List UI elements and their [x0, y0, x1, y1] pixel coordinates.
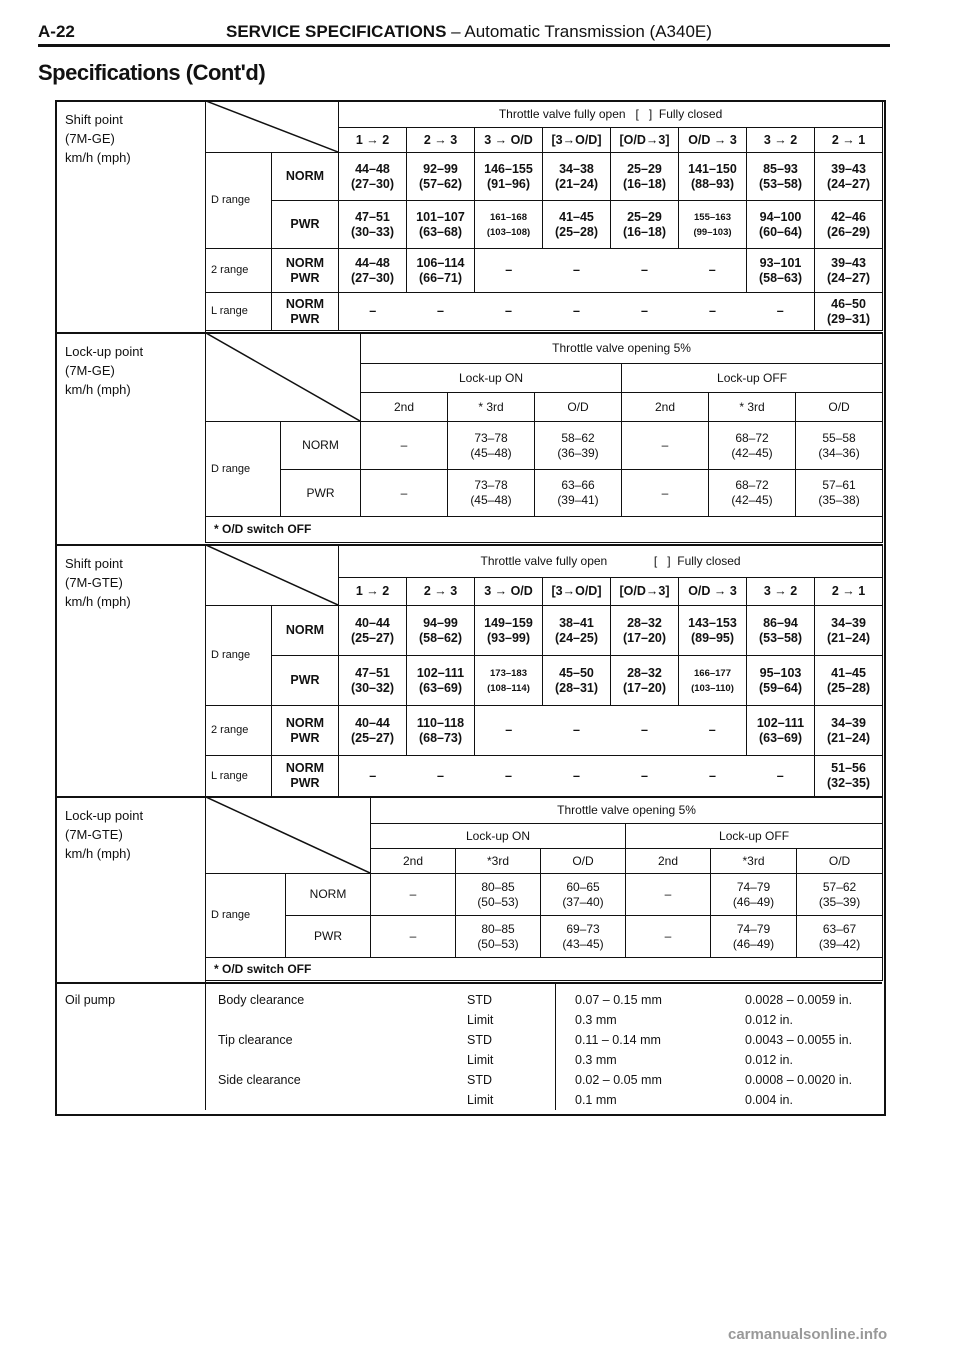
table-cell: – [543, 756, 611, 797]
table-cell: – [407, 756, 475, 797]
col-header: 2 → 1 [815, 578, 883, 606]
table-row [206, 706, 883, 756]
lockup-7mge-section [55, 332, 882, 546]
table-cell: 86–94 (53–58) [747, 606, 815, 656]
lockup-off-header: Lock-up OFF [622, 364, 883, 393]
table-cell: 73–78 (45–48) [448, 422, 535, 470]
table-cell: – [339, 293, 407, 331]
table-cell: – [475, 756, 543, 797]
table-cell: 110–118 (68–73) [407, 706, 475, 756]
table-cell: 28–32 (17–20) [611, 656, 679, 706]
table-cell: – [611, 249, 679, 293]
mode-label: NORM [272, 153, 339, 201]
table-cell: – [747, 756, 815, 797]
table-row [206, 293, 883, 331]
table-cell: – [611, 706, 679, 756]
col-header: *3rd [711, 849, 797, 874]
col-header: [3→O/D] [543, 578, 611, 606]
table-cell: 57–61 (35–38) [796, 470, 883, 517]
mode-label: PWR [286, 916, 371, 958]
footnote: * O/D switch OFF [206, 517, 883, 543]
section-heading: Specifications (Cont'd) [38, 60, 266, 85]
table-cell: 41–45 (25–28) [543, 201, 611, 249]
col-header: 2 → 1 [815, 128, 883, 153]
table-cell: 40–44 (25–27) [339, 606, 407, 656]
table-cell: 60–65 (37–40) [541, 874, 626, 916]
table-row [206, 606, 883, 656]
table-row [206, 470, 883, 517]
table-cell: – [626, 916, 711, 958]
table-cell: – [543, 249, 611, 293]
table-cell: – [371, 874, 456, 916]
lockup-off-header: Lock-up OFF [626, 824, 883, 849]
table-cell: 95–103 (59–64) [747, 656, 815, 706]
table-cell: 40–44 (25–27) [339, 706, 407, 756]
table-cell: 93–101 (58–63) [747, 249, 815, 293]
col-header: 2nd [361, 393, 448, 422]
table-cell: 63–67 (39–42) [797, 916, 883, 958]
table-cell: – [622, 470, 709, 517]
col-header: O/D [541, 849, 626, 874]
clearance-items: Body clearance Tip clearance Side clearance [218, 993, 305, 1087]
table-cell: 69–73 (43–45) [541, 916, 626, 958]
range-label: L range [206, 756, 272, 797]
mm-values: 0.07 – 0.15 mm 0.3 mm 0.11 – 0.14 mm 0.3 mm 0.02 – 0.05 mm 0.1 mm [575, 993, 662, 1107]
table-cell: 68–72 (42–45) [709, 422, 796, 470]
table-cell: 74–79 (46–49) [711, 874, 797, 916]
table-cell: 166–177 (103–110) [679, 656, 747, 706]
col-header: 3 → 2 [747, 128, 815, 153]
range-label: 2 range [206, 706, 272, 756]
table-cell: 51–56 (32–35) [815, 756, 883, 797]
col-header: O/D [797, 849, 883, 874]
table-row [206, 916, 883, 958]
caption: Throttle valve fully open [ ] Fully closed [339, 545, 883, 578]
table-cell: 92–99 (57–62) [407, 153, 475, 201]
table-row [206, 249, 883, 293]
table-cell: – [611, 756, 679, 797]
col-header: O/D [535, 393, 622, 422]
section-label: Lock-up point (7M-GE) km/h (mph) [65, 344, 144, 397]
col-header: O/D → 3 [679, 128, 747, 153]
table-row [206, 201, 883, 249]
table-cell: 80–85 (50–53) [456, 874, 541, 916]
table-cell: 44–48 (27–30) [339, 249, 407, 293]
table-cell: 94–100 (60–64) [747, 201, 815, 249]
title-main: SERVICE SPECIFICATIONS [226, 22, 447, 41]
col-header: 2 → 3 [407, 128, 475, 153]
table-cell: 34–39 (21–24) [815, 606, 883, 656]
table-cell: 94–99 (58–62) [407, 606, 475, 656]
table-cell: – [475, 293, 543, 331]
table-cell: 34–39 (21–24) [815, 706, 883, 756]
col-header: 2 → 3 [407, 578, 475, 606]
col-header: 3 → O/D [475, 578, 543, 606]
mode-label: NORM PWR [272, 706, 339, 756]
table-cell: – [407, 293, 475, 331]
corner-diagonal [206, 797, 371, 874]
table-cell: – [679, 756, 747, 797]
table-cell: – [679, 293, 747, 331]
table-cell: 47–51 (30–32) [339, 656, 407, 706]
page-header [38, 22, 890, 47]
table-cell: 41–45 (25–28) [815, 656, 883, 706]
table-cell: 47–51 (30–33) [339, 201, 407, 249]
corner-diagonal [206, 333, 361, 422]
col-header: [O/D→3] [611, 128, 679, 153]
footnote: * O/D switch OFF [206, 958, 883, 981]
table-cell: 57–62 (35–39) [797, 874, 883, 916]
section-label: Oil pump [65, 993, 116, 1007]
range-label: D range [206, 422, 281, 517]
range-label: D range [206, 874, 286, 958]
col-header: O/D → 3 [679, 578, 747, 606]
col-header: [3→O/D] [543, 128, 611, 153]
corner-diagonal [206, 101, 339, 153]
col-header: 3 → O/D [475, 128, 543, 153]
shift-7mge-table [205, 100, 883, 331]
table-cell: 38–41 (24–25) [543, 606, 611, 656]
mode-label: NORM PWR [272, 249, 339, 293]
table-row [206, 153, 883, 201]
mode-label: NORM [286, 874, 371, 916]
table-cell: 102–111 (63–69) [407, 656, 475, 706]
table-cell: 25–29 (16–18) [611, 201, 679, 249]
lockup-7mge-table [205, 332, 883, 543]
page-number: A-22 [38, 22, 75, 41]
table-cell: 102–111 (63–69) [747, 706, 815, 756]
table-cell: 106–114 (66–71) [407, 249, 475, 293]
col-header: * 3rd [709, 393, 796, 422]
table-cell: 146–155 (91–96) [475, 153, 543, 201]
table-cell: 143–153 (89–95) [679, 606, 747, 656]
table-cell: 42–46 (26–29) [815, 201, 883, 249]
mode-label: PWR [272, 656, 339, 706]
col-header: 3 → 2 [747, 578, 815, 606]
table-cell: 85–93 (53–58) [747, 153, 815, 201]
mode-label: PWR [272, 201, 339, 249]
col-header: * 3rd [448, 393, 535, 422]
caption: Throttle valve opening 5% [371, 797, 883, 824]
mode-label: NORM [281, 422, 361, 470]
table-cell: 55–58 (34–36) [796, 422, 883, 470]
table-row [206, 756, 883, 797]
table-cell: 39–43 (24–27) [815, 249, 883, 293]
range-label: D range [206, 153, 272, 249]
table-cell: – [747, 293, 815, 331]
mode-label: PWR [281, 470, 361, 517]
table-cell: – [622, 422, 709, 470]
inch-values: 0.0028 – 0.0059 in. 0.012 in. 0.0043 – 0.0055 in. 0.012 in. 0.0008 – 0.0020 in. 0.004 in. [745, 993, 853, 1107]
table-cell: 173–183 (108–114) [475, 656, 543, 706]
std-limit-column: STD Limit STD Limit STD Limit [467, 993, 494, 1107]
table-cell: 39–43 (24–27) [815, 153, 883, 201]
oil-pump-section [55, 982, 882, 1110]
mode-label: NORM PWR [272, 293, 339, 331]
col-header: 2nd [371, 849, 456, 874]
table-row [206, 422, 883, 470]
table-cell: 101–107 (63–68) [407, 201, 475, 249]
range-label: 2 range [206, 249, 272, 293]
col-header: 2nd [626, 849, 711, 874]
shift-7mgte-section [55, 544, 882, 798]
mode-label: NORM [272, 606, 339, 656]
divider [555, 982, 556, 1110]
table-cell: – [679, 249, 747, 293]
table-cell: 161–168 (103–108) [475, 201, 543, 249]
table-cell: 58–62 (36–39) [535, 422, 622, 470]
section-label: Shift point (7M-GTE) km/h (mph) [65, 556, 131, 609]
table-cell: – [611, 293, 679, 331]
table-cell: 45–50 (28–31) [543, 656, 611, 706]
page-title [226, 22, 712, 42]
col-header: O/D [796, 393, 883, 422]
caption: Throttle valve opening 5% [361, 333, 883, 364]
corner-diagonal [206, 545, 339, 606]
divider [205, 982, 206, 1110]
watermark: carmanualsonline.info [728, 1326, 888, 1343]
table-row [206, 874, 883, 916]
table-cell: 25–29 (16–18) [611, 153, 679, 201]
col-header: *3rd [456, 849, 541, 874]
section-label: Lock-up point (7M-GTE) km/h (mph) [65, 808, 144, 861]
table-cell: 28–32 (17–20) [611, 606, 679, 656]
table-cell: 44–48 (27–30) [339, 153, 407, 201]
table-row [206, 656, 883, 706]
table-cell: – [475, 249, 543, 293]
table-cell: 46–50 (29–31) [815, 293, 883, 331]
lockup-7mgte-table [205, 796, 883, 981]
col-header: 2nd [622, 393, 709, 422]
table-cell: 73–78 (45–48) [448, 470, 535, 517]
col-header: [O/D→3] [611, 578, 679, 606]
lockup-on-header: Lock-up ON [361, 364, 622, 393]
range-label: D range [206, 606, 272, 706]
col-header: 1 → 2 [339, 128, 407, 153]
table-cell: 141–150 (88–93) [679, 153, 747, 201]
table-cell: – [543, 293, 611, 331]
table-cell: 155–163 (99–103) [679, 201, 747, 249]
table-cell: – [371, 916, 456, 958]
table-cell: 68–72 (42–45) [709, 470, 796, 517]
shift-7mge-section [55, 100, 882, 334]
table-cell: 34–38 (21–24) [543, 153, 611, 201]
table-cell: 63–66 (39–41) [535, 470, 622, 517]
section-label: Shift point (7M-GE) km/h (mph) [65, 112, 131, 165]
table-cell: 74–79 (46–49) [711, 916, 797, 958]
table-cell: 149–159 (93–99) [475, 606, 543, 656]
table-cell: 80–85 (50–53) [456, 916, 541, 958]
table-cell: – [361, 422, 448, 470]
title-sub: – Automatic Transmission (A340E) [446, 22, 712, 41]
lockup-on-header: Lock-up ON [371, 824, 626, 849]
range-label: L range [206, 293, 272, 331]
col-header: 1 → 2 [339, 578, 407, 606]
shift-7mgte-table [205, 544, 883, 797]
table-cell: – [475, 706, 543, 756]
table-cell: – [626, 874, 711, 916]
caption: Throttle valve fully open [ ] Fully closed [339, 101, 883, 128]
table-cell: – [361, 470, 448, 517]
table-cell: – [679, 706, 747, 756]
mode-label: NORM PWR [272, 756, 339, 797]
table-cell: – [339, 756, 407, 797]
table-cell: – [543, 706, 611, 756]
lockup-7mgte-section [55, 796, 882, 984]
